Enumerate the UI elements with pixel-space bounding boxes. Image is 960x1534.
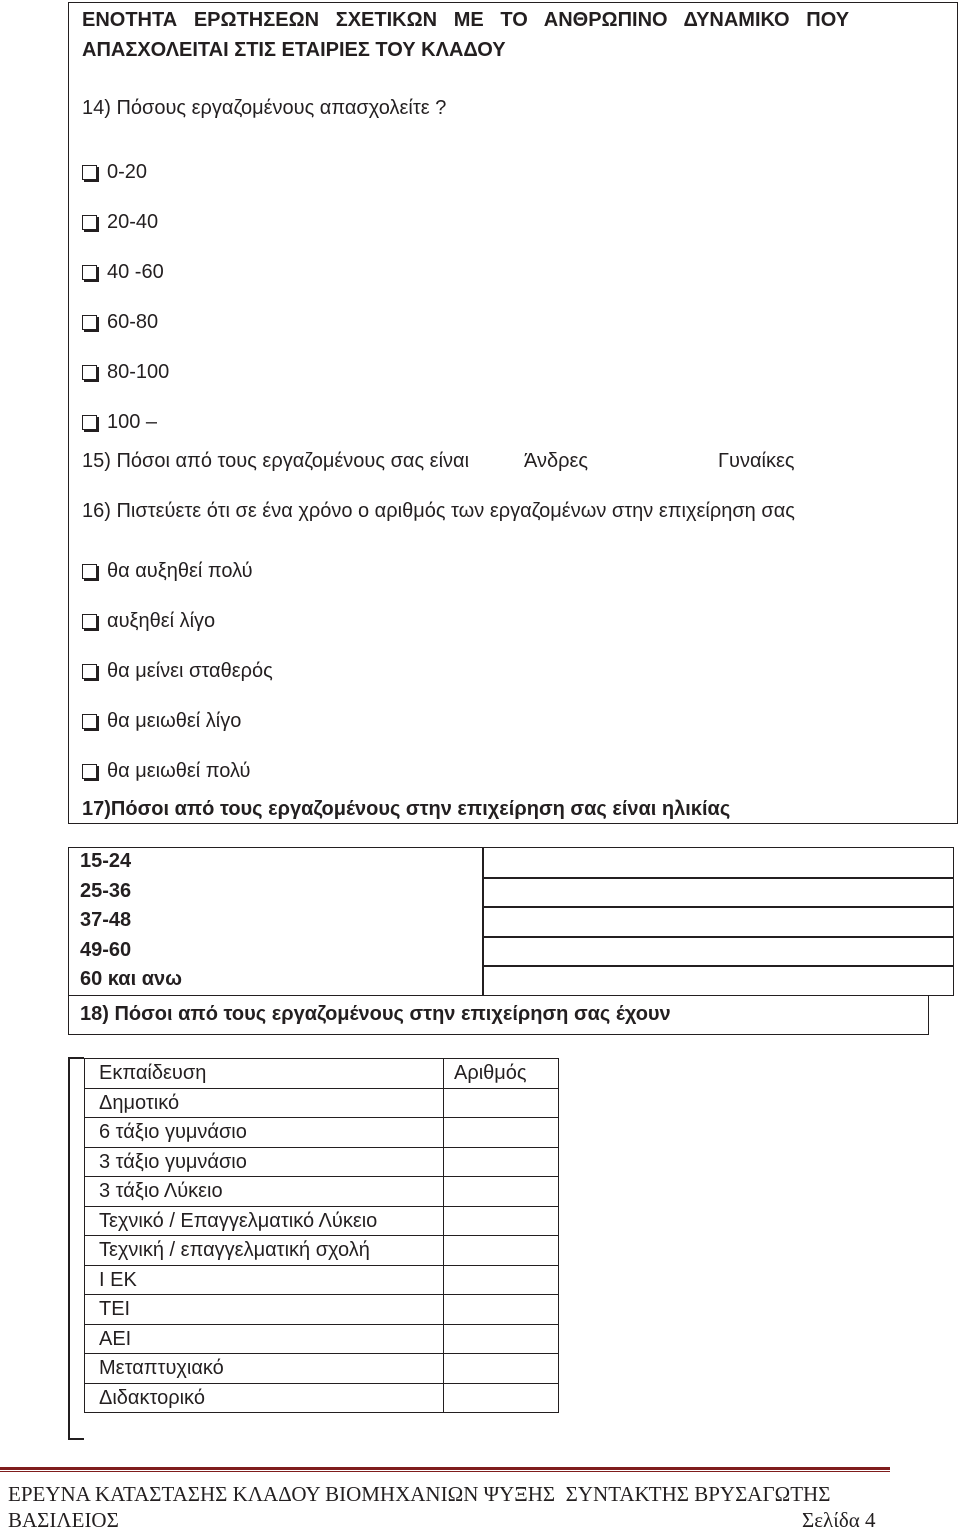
number-cell[interactable] (444, 1324, 559, 1354)
q14-question: 14) Πόσους εργαζομένους απασχολείτε ? (82, 97, 447, 119)
table-row: Ι ΕΚ (85, 1265, 559, 1295)
checkbox-icon[interactable] (82, 265, 97, 280)
bracket-top (68, 1057, 84, 1059)
number-cell[interactable] (444, 1295, 559, 1325)
section-heading-line1: ΕΝΟΤΗΤΑ ΕΡΩΤΗΣΕΩΝ ΣΧΕΤΙΚΩΝ ΜΕ ΤΟ ΑΝΘΡΩΠΙΝΟ ΔΥΝΑΜΙΚΟ ΠΟΥ (82, 9, 850, 31)
age-row-line (482, 965, 954, 967)
table-row: 6 τάξιο γυμνάσιο (85, 1118, 559, 1148)
age-table (68, 847, 954, 996)
q15-question: 15) Πόσοι από τους εργαζομένους σας είναι (82, 450, 470, 472)
number-cell[interactable] (444, 1088, 559, 1118)
footer-line2: ΒΑΣΙΛΕΙΟΣ (8, 1508, 119, 1532)
bracket-bottom (68, 1438, 84, 1440)
checkbox-icon[interactable] (82, 664, 97, 679)
age-group-label: 37-48 (80, 909, 132, 931)
q16-option[interactable]: αυξηθεί λίγο (82, 596, 273, 646)
number-header: Αριθμός (444, 1059, 559, 1089)
q15-men-label: Άνδρες (524, 450, 589, 472)
table-row: Μεταπτυχιακό (85, 1354, 559, 1384)
section-heading (82, 5, 890, 65)
checkbox-icon[interactable] (82, 714, 97, 729)
q14-option[interactable]: 40 -60 (82, 247, 169, 297)
age-labels (80, 847, 182, 995)
footer-rule (0, 1467, 890, 1472)
age-row-line (482, 877, 954, 879)
education-header: Εκπαίδευση (85, 1059, 444, 1089)
checkbox-icon[interactable] (82, 564, 97, 579)
page-number: Σελίδα 4 (802, 1508, 876, 1532)
footer-line1: ΕΡΕΥΝΑ ΚΑΤΑΣΤΑΣΗΣ ΚΛΑΔΟΥ ΒΙΟΜΗΧΑΝΙΩΝ ΨΥΞΗΣ ΣΥΝΤΑΚΤΗΣ ΒΡΥΣΑΓΩΤΗΣ (8, 1482, 831, 1506)
q14-options (82, 147, 169, 447)
q16-option[interactable]: θα αυξηθεί πολύ (82, 546, 273, 596)
q16-option[interactable]: θα μείνει σταθερός (82, 646, 273, 696)
age-group-label: 49-60 (80, 938, 132, 961)
table-row: Τεχνικό / Επαγγελματικό Λύκειο (85, 1206, 559, 1236)
age-group-label: 60 και ανω (80, 968, 183, 990)
age-group-label: 25-36 (80, 879, 132, 902)
q14-option[interactable]: 80-100 (82, 347, 169, 397)
section-heading-line2: ΑΠΑΣΧΟΛΕΙΤΑΙ ΣΤΙΣ ΕΤΑΙΡΙΕΣ ΤΟΥ ΚΛΑΔΟΥ (82, 39, 506, 61)
q16-question: 16) Πιστεύετε ότι σε ένα χρόνο ο αριθμός των εργαζομένων στην επιχείρηση σας (82, 500, 795, 522)
age-row-line (482, 906, 954, 908)
table-header-row (85, 1059, 559, 1089)
q16-option[interactable]: θα μειωθεί πολύ (82, 746, 273, 796)
table-row: ΑΕΙ (85, 1324, 559, 1354)
table-row: 3 τάξιο Λύκειο (85, 1177, 559, 1207)
checkbox-icon[interactable] (82, 165, 97, 180)
q14-option[interactable]: 60-80 (82, 297, 169, 347)
checkbox-icon[interactable] (82, 365, 97, 380)
number-cell[interactable] (444, 1206, 559, 1236)
q16-option[interactable]: θα μειωθεί λίγο (82, 696, 273, 746)
table-row: Τεχνική / επαγγελματική σχολή (85, 1236, 559, 1266)
age-group-label: 15-24 (80, 850, 132, 872)
number-cell[interactable] (444, 1383, 559, 1413)
q16-options (82, 546, 273, 796)
number-cell[interactable] (444, 1265, 559, 1295)
number-cell[interactable] (444, 1147, 559, 1177)
number-cell[interactable] (444, 1118, 559, 1148)
number-cell[interactable] (444, 1177, 559, 1207)
number-cell[interactable] (444, 1354, 559, 1384)
checkbox-icon[interactable] (82, 415, 97, 430)
bracket-left (68, 1057, 70, 1439)
table-row: 3 τάξιο γυμνάσιο (85, 1147, 559, 1177)
checkbox-icon[interactable] (82, 315, 97, 330)
checkbox-icon[interactable] (82, 215, 97, 230)
checkbox-icon[interactable] (82, 614, 97, 629)
table-row: Διδακτορικό (85, 1383, 559, 1413)
age-table-divider (482, 847, 484, 995)
number-cell[interactable] (444, 1236, 559, 1266)
checkbox-icon[interactable] (82, 764, 97, 779)
education-table (84, 1058, 559, 1413)
table-row: ΤΕΙ (85, 1295, 559, 1325)
q14-option[interactable]: 20-40 (82, 197, 169, 247)
q14-option[interactable]: 100 – (82, 397, 169, 447)
q18-question: 18) Πόσοι από τους εργαζομένους στην επιχείρηση σας έχουν (80, 1003, 671, 1025)
q17-question: 17)Πόσοι από τους εργαζομένους στην επιχείρηση σας είναι ηλικίας (82, 798, 731, 820)
q15-women-label: Γυναίκες (718, 450, 795, 472)
age-row-line (482, 936, 954, 938)
table-row: Δημοτικό (85, 1088, 559, 1118)
q14-option[interactable]: 0-20 (82, 147, 169, 197)
